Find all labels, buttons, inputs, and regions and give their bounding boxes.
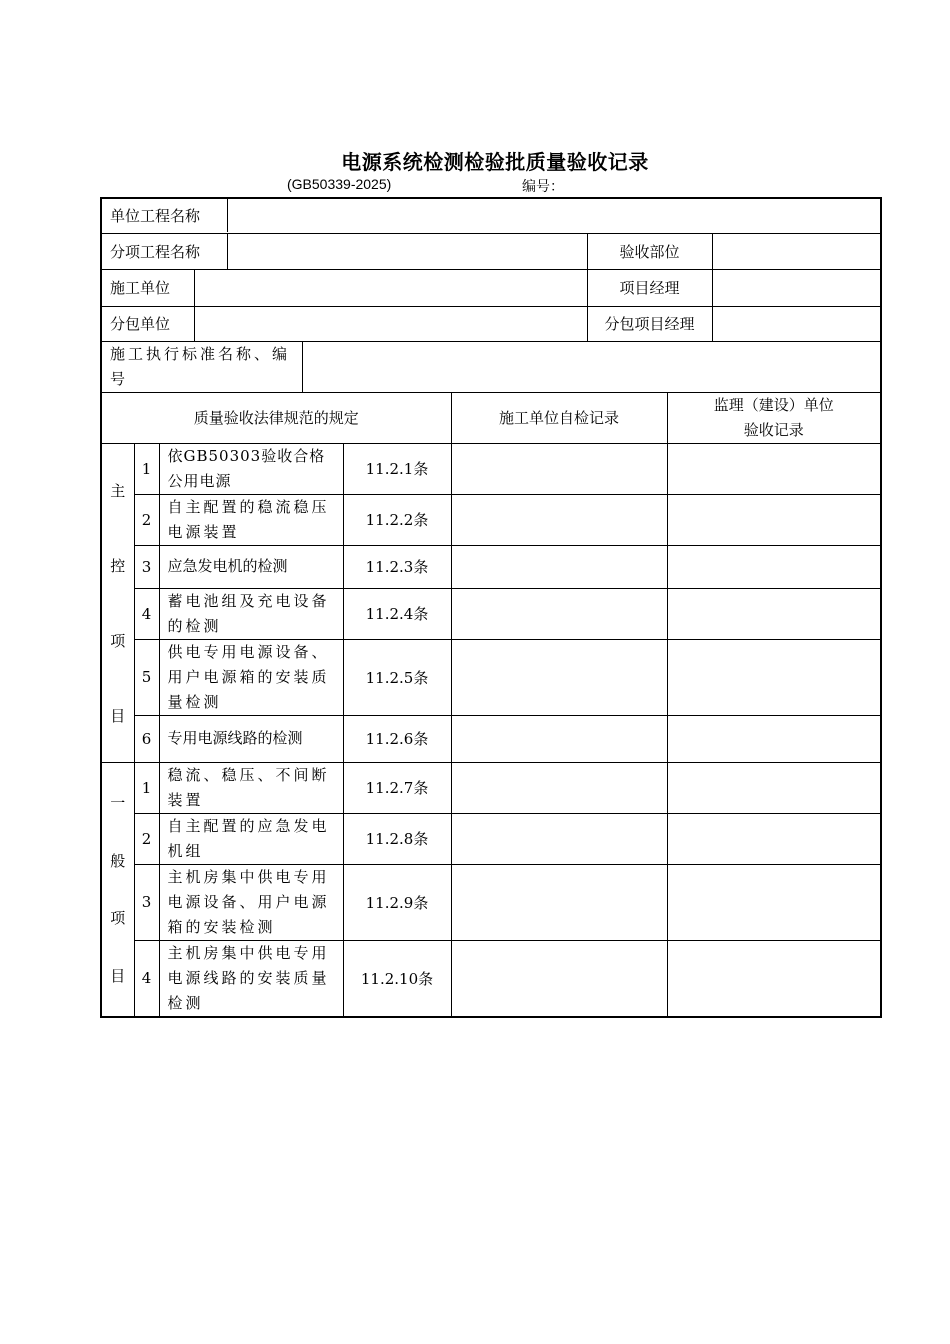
item-number: 4 <box>134 940 159 1017</box>
self-check-cell[interactable] <box>451 813 667 864</box>
item-number: 5 <box>134 639 159 715</box>
subcontractor-value[interactable] <box>194 307 587 341</box>
project-name-label: 单位工程名称 <box>110 207 201 226</box>
item-description: 自主配置的应急发电机组 <box>159 813 343 864</box>
item-number: 6 <box>134 715 159 762</box>
group-char: 目 <box>110 706 126 725</box>
item-description: 供电专用电源设备、用户电源箱的安装质量检测 <box>159 639 343 715</box>
item-description: 自主配置的稳流稳压电源装置 <box>159 494 343 545</box>
item-clause: 11.2.6条 <box>343 715 451 762</box>
item-clause: 11.2.9条 <box>343 864 451 940</box>
supervision-cell[interactable] <box>667 715 881 762</box>
construction-unit-row <box>101 269 881 306</box>
self-check-cell[interactable] <box>451 715 667 762</box>
supervision-header-line2: 验收记录 <box>743 420 804 439</box>
subcontract-manager-label: 分包项目经理 <box>587 307 712 341</box>
item-number: 2 <box>134 813 159 864</box>
acceptance-record-table <box>100 197 882 1018</box>
main-control-group-label <box>101 443 134 762</box>
sub-project-value[interactable] <box>227 234 587 269</box>
table-row <box>101 864 881 940</box>
document-title: 电源系统检测检验批质量验收记录 <box>341 150 649 174</box>
item-number: 1 <box>134 443 159 494</box>
group-char: 般 <box>110 851 126 870</box>
self-check-cell[interactable] <box>451 588 667 639</box>
acceptance-part-value[interactable] <box>712 234 880 269</box>
self-check-cell[interactable] <box>451 940 667 1017</box>
self-check-cell[interactable] <box>451 443 667 494</box>
item-description: 稳流、稳压、不间断装置 <box>159 762 343 813</box>
supervision-cell[interactable] <box>667 545 881 588</box>
item-description: 依GB50303验收合格公用电源 <box>159 443 343 494</box>
group-char: 目 <box>110 966 126 985</box>
sub-project-row <box>101 233 881 269</box>
subcontractor-row <box>101 306 881 341</box>
item-description: 主机房集中供电专用电源线路的安装质量检测 <box>159 940 343 1017</box>
item-number: 3 <box>134 545 159 588</box>
item-number: 2 <box>134 494 159 545</box>
item-number: 3 <box>134 864 159 940</box>
self-check-cell[interactable] <box>451 494 667 545</box>
supervision-cell[interactable] <box>667 940 881 1017</box>
supervision-column-header <box>667 392 881 443</box>
group-char: 控 <box>110 556 126 575</box>
table-row <box>101 588 881 639</box>
self-check-column-header: 施工单位自检记录 <box>451 392 667 443</box>
group-char: 主 <box>110 481 126 500</box>
supervision-cell[interactable] <box>667 639 881 715</box>
subcontract-manager-value[interactable] <box>712 307 880 341</box>
general-group-label <box>101 762 134 1017</box>
self-check-cell[interactable] <box>451 545 667 588</box>
project-manager-value[interactable] <box>712 270 880 306</box>
standard-name-value[interactable] <box>302 342 880 392</box>
subcontractor-label: 分包单位 <box>110 315 171 333</box>
supervision-cell[interactable] <box>667 494 881 545</box>
supervision-cell[interactable] <box>667 813 881 864</box>
standard-name-label: 施工执行标准名称、编号 <box>110 344 291 388</box>
self-check-cell[interactable] <box>451 762 667 813</box>
item-clause: 11.2.3条 <box>343 545 451 588</box>
construction-unit-label: 施工单位 <box>110 279 171 297</box>
item-clause: 11.2.4条 <box>343 588 451 639</box>
table-row <box>101 813 881 864</box>
group-char: 项 <box>110 909 126 928</box>
spec-column-header: 质量验收法律规范的规定 <box>101 392 451 443</box>
item-description: 应急发电机的检测 <box>159 545 343 588</box>
self-check-cell[interactable] <box>451 639 667 715</box>
item-number: 4 <box>134 588 159 639</box>
group-char: 项 <box>110 631 126 650</box>
sub-project-label: 分项工程名称 <box>110 242 201 261</box>
table-row <box>101 639 881 715</box>
supervision-cell[interactable] <box>667 864 881 940</box>
item-description: 专用电源线路的检测 <box>159 715 343 762</box>
serial-number-label: 编号： <box>522 179 564 195</box>
item-clause: 11.2.10条 <box>343 940 451 1017</box>
self-check-cell[interactable] <box>451 864 667 940</box>
project-manager-label: 项目经理 <box>587 270 712 306</box>
standard-name-row <box>101 341 881 392</box>
standard-code: (GB50339-2025) <box>287 176 392 192</box>
item-clause: 11.2.2条 <box>343 494 451 545</box>
acceptance-part-label: 验收部位 <box>587 234 712 269</box>
item-clause: 11.2.8条 <box>343 813 451 864</box>
item-clause: 11.2.5条 <box>343 639 451 715</box>
supervision-cell[interactable] <box>667 762 881 813</box>
supervision-cell[interactable] <box>667 588 881 639</box>
item-clause: 11.2.7条 <box>343 762 451 813</box>
project-name-row <box>101 198 881 233</box>
item-number: 1 <box>134 762 159 813</box>
item-description: 蓄电池组及充电设备的检测 <box>159 588 343 639</box>
construction-unit-value[interactable] <box>194 270 587 306</box>
table-row <box>101 762 881 813</box>
table-row <box>101 443 881 494</box>
project-name-value[interactable] <box>227 199 880 232</box>
supervision-header-line1: 监理（建设）单位 <box>713 395 834 414</box>
item-clause: 11.2.1条 <box>343 443 451 494</box>
column-header-row <box>101 392 881 443</box>
group-char: 一 <box>110 794 126 813</box>
supervision-cell[interactable] <box>667 443 881 494</box>
table-row <box>101 940 881 1017</box>
table-row <box>101 545 881 588</box>
table-row <box>101 494 881 545</box>
item-description: 主机房集中供电专用电源设备、用户电源箱的安装检测 <box>159 864 343 940</box>
table-row <box>101 715 881 762</box>
